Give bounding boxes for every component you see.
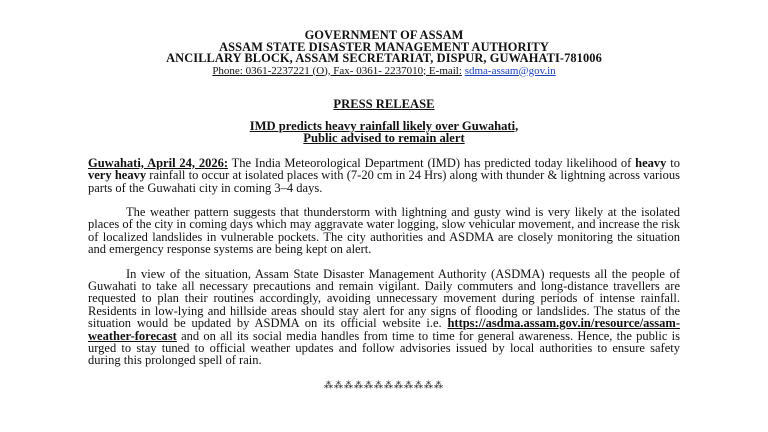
header-contact	[88, 65, 680, 77]
header-email-link[interactable]: sdma-assam@gov.in	[464, 64, 556, 77]
headline	[88, 120, 680, 145]
paragraph-3-text-2: and on all its social media handles from time to time for general awareness. Hence, the public is urged to stay tuned to official weather updates and follow advisories issued by local authorities to ensure safety during this prolonged spell of rain.	[88, 328, 680, 368]
paragraph-1-text-1: The India Meteorological Department (IMD) has predicted today likelihood of	[228, 155, 636, 170]
press-release-label: PRESS RELEASE	[333, 96, 435, 111]
header-contact-text: Phone: 0361-2237221 (O), Fax- 0361- 2237010; E-mail:	[212, 64, 462, 77]
paragraph-2: The weather pattern suggests that thunderstorm with lightning and gusty wind is very likely at the isolated places of the city in coming days which may aggravate water logging, slow vehicular movement, and increase the risk of localized landslides in vulnerable pockets. The city authorities and ASDMA are closely monitoring the situation and emergency response systems are being kept on alert.	[88, 204, 680, 257]
paragraph-3	[88, 268, 680, 367]
headline-line-2: Public advised to remain alert	[303, 131, 465, 146]
paragraph-1-bold-heavy: heavy	[635, 155, 667, 170]
header-government: GOVERNMENT OF ASSAM	[304, 28, 464, 42]
forecast-website-link[interactable]: https://asdma.assam.gov.in/resource/assam-weather-forecast	[88, 316, 680, 343]
paragraph-1-bold-very-heavy: very heavy	[88, 168, 147, 183]
paragraph-3-text-1: In view of the situation, Assam State Disaster Management Authority (ASDMA) requests all the people of Guwahati to take all necessary precautions and remain vigilant. Daily commuters and long-distance travellers are requested to plan their routines accordingly, avoiding unnecessary movement during periods of intense rainfall. Residents in low-lying and hillside areas should stay alert for any signs of flooding or landslides. The status of the situation would be updated by ASDMA on its official website i.e.	[88, 266, 680, 331]
dateline: Guwahati, April 24, 2026:	[88, 155, 229, 170]
footer-ornament: ⁂⁂⁂⁂⁂⁂⁂⁂⁂⁂⁂⁂	[324, 379, 444, 390]
paragraph-1	[88, 157, 680, 194]
header-address: ANCILLARY BLOCK, ASSAM SECRETARIAT, DISPUR, GUWAHATI-781006	[166, 51, 602, 65]
paragraph-1-text-2: to	[666, 155, 680, 170]
header-authority: ASSAM STATE DISASTER MANAGEMENT AUTHORITY	[219, 39, 549, 54]
paragraph-1-text-3: rainfall to occur at isolated places with (7-20 cm in 24 Hrs) along with thunder & lightning across various parts of the Guwahati city in coming 3–4 days.	[88, 168, 680, 195]
headline-line-1: IMD predicts heavy rainfall likely over Guwahati,	[249, 118, 519, 133]
